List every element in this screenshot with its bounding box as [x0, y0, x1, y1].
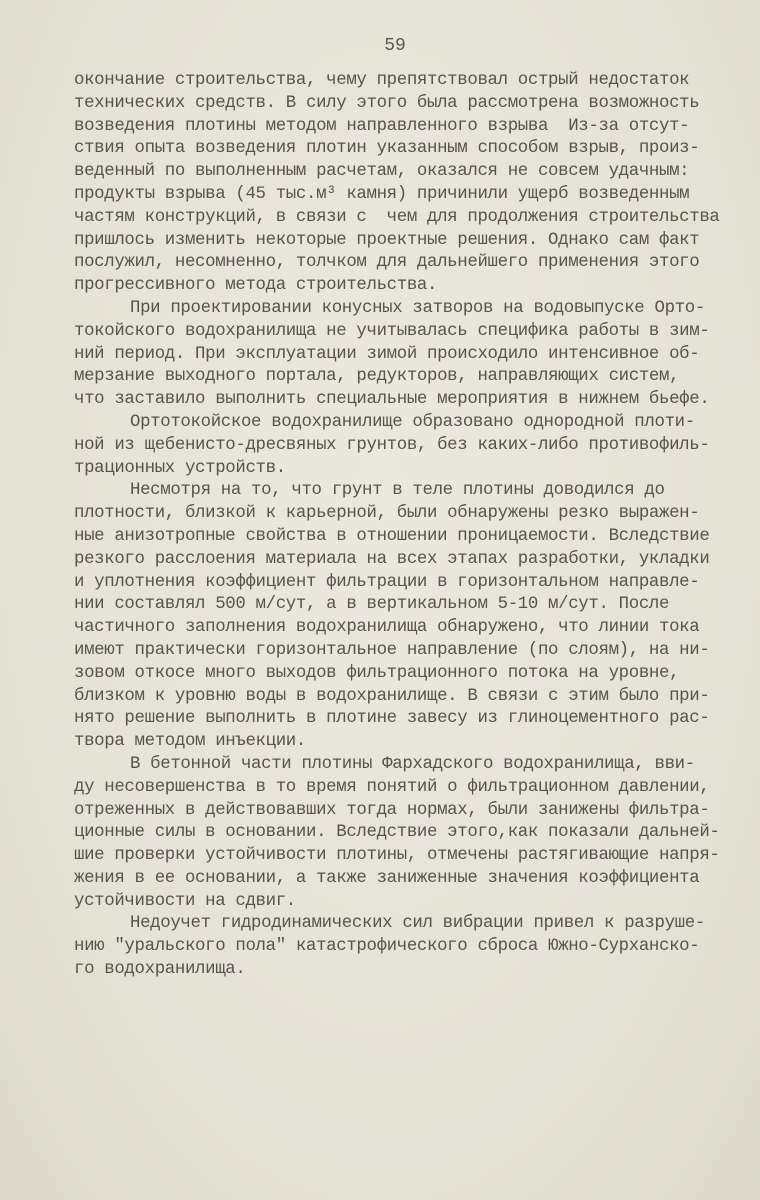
text-line: послужил, несомненно, толчком для дальнейшего применения этого — [74, 253, 700, 273]
text-line: трационных устройств. — [74, 458, 286, 478]
text-line: твора методом инъекции. — [74, 732, 306, 752]
text-line: жения в ее основании, а также заниженные значения коэффициента — [74, 868, 700, 888]
text-line: близком к уровню воды в водохранилище. В связи с этим было при- — [74, 686, 710, 706]
text-line: резкого расслоения материала на всех этапах разработки, укладки — [74, 549, 710, 569]
text-line: частичного заполнения водохранилища обнаружено, что линии тока — [74, 618, 700, 638]
text-line: продукты взрыва (45 тыс.м³ камня) причинили ущерб возведенным — [74, 184, 690, 204]
paragraph — [74, 754, 754, 914]
paragraph — [74, 412, 754, 480]
text-line: Ортотокойское водохранилище образовано однородной плоти- — [130, 412, 695, 432]
text-line: окончание строительства, чему препятствовал острый недостаток — [74, 71, 690, 90]
page-number: 59 — [384, 36, 406, 56]
text-line: прогрессивного метода строительства. — [74, 276, 438, 296]
text-line: частям конструкций, в связи с чем для продолжения строительства — [74, 207, 720, 227]
text-line: ционные силы в основании. Вследствие этого,как показали дальней- — [74, 823, 720, 843]
paragraph — [74, 70, 754, 298]
text-line: нято решение выполнить в плотине завесу из глиноцементного рас- — [74, 709, 710, 729]
paragraph — [74, 298, 754, 412]
text-line: токойского водохранилища не учитывалась специфика работы в зим- — [74, 321, 710, 341]
paragraph — [74, 913, 754, 981]
text-line: ствия опыта возведения плотин указанным способом взрыв, произ- — [74, 139, 700, 159]
text-line: что заставило выполнить специальные мероприятия в нижнем бьефе. — [74, 390, 710, 410]
text-line: веденный по выполненным расчетам, оказался не совсем удачным: — [74, 162, 690, 182]
text-line: плотности, близкой к карьерной, были обнаружены резко выражен- — [74, 504, 700, 524]
text-line: нию "уральского пола" катастрофического сброса Южно-Сурханско- — [74, 937, 700, 957]
text-line: го водохранилища. — [74, 960, 246, 980]
text-line: Недоучет гидродинамических сил вибрации привел к разруше- — [130, 914, 705, 934]
text-line: Несмотря на то, что грунт в теле плотины доводился до — [130, 481, 665, 501]
text-line: нии составлял 500 м/сут, а в вертикальном 5-10 м/сут. После — [74, 595, 670, 615]
document-body — [74, 70, 754, 982]
text-line: зовом откосе много выходов фильтрационного потока на уровне, — [74, 663, 680, 683]
text-line: и уплотнения коэффициент фильтрации в горизонтальном направле- — [74, 572, 700, 592]
text-line: возведения плотины методом направленного взрыва Из-за отсут- — [74, 116, 690, 136]
text-line: ные анизотропные свойства в отношении проницаемости. Вследствие — [74, 526, 710, 546]
text-line: отреженных в действовавших тогда нормах, были занижены фильтра- — [74, 800, 710, 820]
text-line: мерзание выходного портала, редукторов, направляющих систем, — [74, 367, 680, 387]
text-line: При проектировании конусных затворов на водовыпуске Орто- — [130, 298, 705, 318]
text-line: ду несовершенства в то время понятий о фильтрационном давлении, — [74, 777, 710, 797]
text-line: технических средств. В силу этого была рассмотрена возможность — [74, 93, 700, 113]
text-line: устойчивости на сдвиг. — [74, 891, 296, 911]
text-line: имеют практически горизонтальное направление (по слоям), на ни- — [74, 640, 710, 660]
paragraph — [74, 480, 754, 754]
text-line: пришлось изменить некоторые проектные решения. Однако сам факт — [74, 230, 700, 250]
text-line: ной из щебенисто-дресвяных грунтов, без каких-либо противофиль- — [74, 435, 710, 455]
text-line: ний период. При эксплуатации зимой происходило интенсивное об- — [74, 344, 700, 364]
text-line: В бетонной части плотины Фархадского водохранилища, вви- — [130, 754, 695, 774]
text-line: шие проверки устойчивости плотины, отмечены растягивающие напря- — [74, 846, 720, 866]
